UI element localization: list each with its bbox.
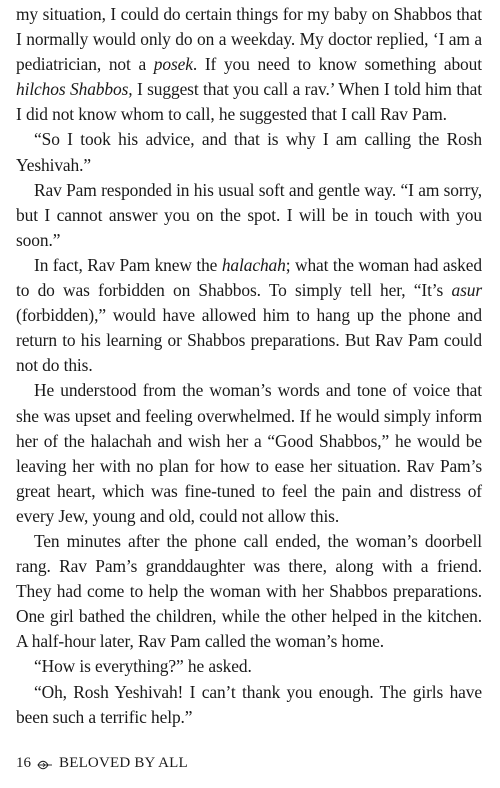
text-run: “So I took his advice, and that is why I am calling the Rosh Yeshivah.” — [16, 129, 482, 175]
text-run: I suggest that you call a rav.’ When I told him that I did not know whom to call, he suggested that I call Rav Pam. — [16, 79, 482, 125]
text-run: my situation, I could do certain things for my baby on Shabbos that I normally would only do on a weekday. My doctor replied, ‘I am a pediatrician, not a — [16, 4, 482, 75]
book-title: BELOVED BY ALL — [59, 755, 188, 771]
text-run: . If you need to know something about — [192, 54, 482, 75]
paragraph-6 — [16, 529, 482, 654]
page-footer — [16, 753, 188, 773]
paragraph-1 — [16, 2, 482, 127]
text-run: (forbidden),” would have allowed him to hang up the phone and return to his learning or Shabbos preparations. But Rav Pam could not do this. — [16, 305, 482, 376]
paragraph-3 — [16, 178, 482, 253]
italic-term: posek — [153, 54, 193, 75]
italic-term: asur — [451, 280, 482, 301]
page-body — [16, 2, 482, 730]
text-run: “Oh, Rosh Yeshivah! I can’t thank you enough. The girls have been such a terrific help.” — [16, 681, 482, 727]
paragraph-2 — [16, 127, 482, 177]
text-run: In fact, Rav Pam knew the — [34, 254, 222, 275]
paragraph-5 — [16, 378, 482, 529]
text-run: Ten minutes after the phone call ended, the woman’s doorbell rang. Rav Pam’s granddaughter was there, along with a friend. They had come to help the woman with her Shabbos preparations. One girl bathed the children, while the other helped in the kitchen. A half-hour later, Rav Pam called the woman’s home. — [16, 530, 482, 652]
leaf-ornament-icon — [37, 757, 53, 769]
text-run: “How is everything?” he asked. — [34, 656, 252, 677]
text-run: He understood from the woman’s words and tone of voice that she was upset and feeling overwhelmed. If he would simply inform her of the halachah and wish her a “Good Shabbos,” he would be leaving her with no plan for how to ease her situation. Rav Pam’s great heart, which was fine-tuned to feel the pain and distress of every Jew, young and old, could not allow this. — [16, 380, 482, 526]
paragraph-8 — [16, 680, 482, 730]
paragraph-4 — [16, 253, 482, 378]
italic-term: hilchos Shabbos, — [16, 79, 133, 100]
paragraph-7 — [16, 654, 482, 679]
italic-term: halachah — [221, 254, 286, 275]
page-number: 16 — [16, 755, 31, 771]
text-run: Rav Pam responded in his usual soft and gentle way. “I am sorry, but I cannot answer you on the spot. I will be in touch with you soon.” — [16, 179, 482, 250]
text-run: ; what the woman had asked to do was forbidden on Shabbos. To simply tell her, “It’s — [16, 254, 482, 301]
